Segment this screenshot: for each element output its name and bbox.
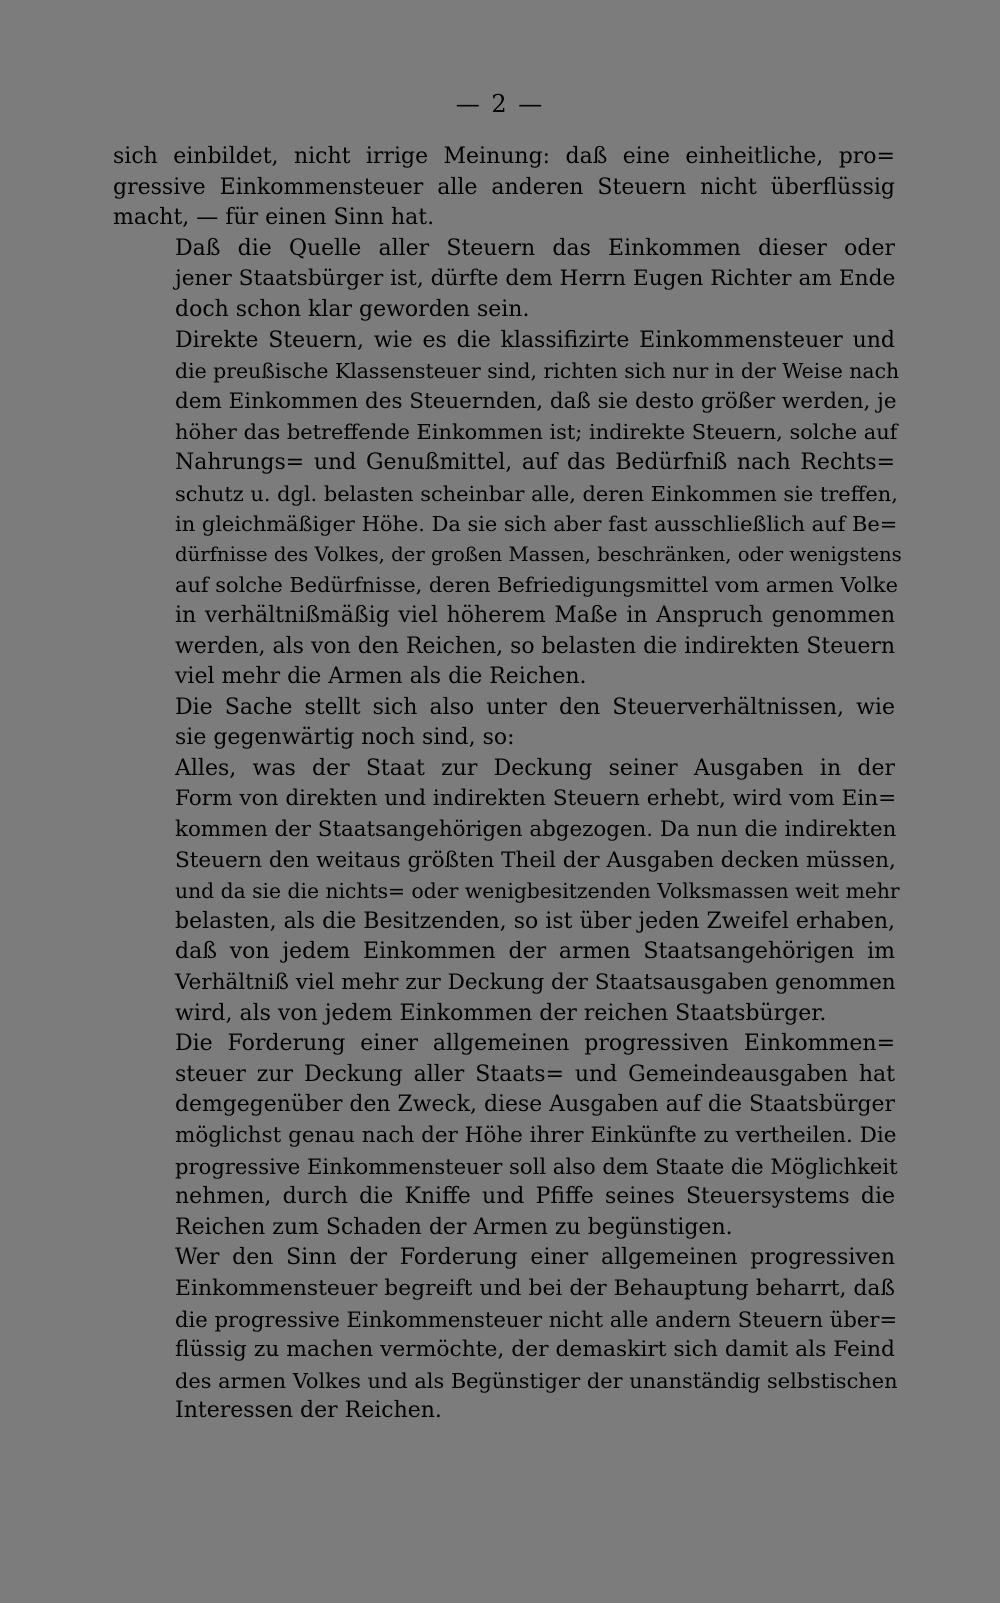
text-line: Die Sache stellt sich also unter den Steuerverhältnissen, wie <box>175 694 895 720</box>
text-line: Reichen zum Schaden der Armen zu begünstigen. <box>175 1214 733 1240</box>
text-line: die progressive Einkommensteuer nicht alle andern Steuern über= <box>175 1306 898 1332</box>
text-line: dürfnisse des Volkes, der großen Massen, beschränken, oder wenigstens <box>175 542 902 566</box>
text-line: Einkommensteuer begreift und bei der Behauptung beharrt, daß <box>175 1275 895 1301</box>
text-line: steuer zur Deckung aller Staats= und Gemeindeausgaben hat <box>175 1061 895 1087</box>
text-line: möglichst genau nach der Höhe ihrer Einkünfte zu vertheilen. Die <box>175 1123 897 1148</box>
text-line: in verhältnißmäßig viel höherem Maße in Anspruch genommen <box>175 602 895 628</box>
text-line: Interessen der Reichen. <box>175 1398 442 1424</box>
text-line: dem Einkommen des Steuernden, daß sie desto größer werden, je <box>175 388 897 414</box>
paragraph-1 <box>113 142 895 234</box>
text-line: belasten, als die Besitzenden, so ist über jeden Zweifel erhaben, <box>175 908 895 934</box>
text-line: progressive Einkommensteuer soll also dem Staate die Möglichkeit <box>175 1153 898 1179</box>
text-line: doch schon klar geworden sein. <box>175 296 530 322</box>
text-line: sich einbildet, nicht irrige Meinung: daß eine einheitliche, pro= <box>113 144 895 169</box>
text-line: demgegenüber den Zweck, diese Ausgaben auf die Staatsbürger <box>175 1092 895 1118</box>
paragraph-5 <box>113 754 900 1029</box>
text-line: Wer den Sinn der Forderung einer allgemeinen progressiven <box>175 1245 895 1271</box>
paragraph-7 <box>113 1243 898 1427</box>
text-line: höher das betreffende Einkommen ist; indirekte Steuern, solche auf <box>175 420 898 445</box>
text-line: die preußische Klassensteuer sind, richten sich nur in der Weise nach <box>175 359 900 384</box>
text-line: Steuern den weitaus größten Theil der Ausgaben decken müssen, <box>175 847 896 873</box>
text-line: macht, — für einen Sinn hat. <box>113 205 435 231</box>
text-line: kommen der Staatsangehörigen abgezogen. Da nun die indirekten <box>175 817 897 843</box>
text-line: Form von direkten und indirekten Steuern erhebt, wird vom Ein= <box>175 786 897 812</box>
text-line: des armen Volkes und als Begünstiger der unanständig selbstischen <box>175 1368 898 1393</box>
page-number: — 2 — <box>455 90 545 118</box>
text-line: Daß die Quelle aller Steuern das Einkommen dieser oder <box>175 235 895 261</box>
paragraph-2 <box>113 234 895 326</box>
text-line: viel mehr die Armen als die Reichen. <box>175 664 587 690</box>
text-line: gressive Einkommensteuer alle anderen Steuern nicht überflüssig <box>113 174 895 200</box>
paragraph-4 <box>113 693 895 754</box>
text-line: Verhältniß viel mehr zur Deckung der Staatsausgaben genommen <box>175 970 896 996</box>
text-line: jener Staatsbürger ist, dürfte dem Herrn Eugen Richter am Ende <box>175 266 896 292</box>
body-text <box>113 142 902 1427</box>
text-line: wird, als von jedem Einkommen der reichen Staatsbürger. <box>175 1000 827 1026</box>
text-line: Direkte Steuern, wie es die klassifizirte Einkommensteuer und <box>175 327 895 353</box>
paragraph-6 <box>113 1029 898 1243</box>
text-line: Nahrungs= und Genußmittel, auf das Bedürfniß nach Rechts= <box>175 449 895 475</box>
text-line: Die Forderung einer allgemeinen progressiven Einkommen= <box>175 1031 895 1057</box>
text-line: Alles, was der Staat zur Deckung seiner Ausgaben in der <box>175 755 895 781</box>
text-line: werden, als von den Reichen, so belasten die indirekten Steuern <box>175 633 895 659</box>
text-line: in gleichmäßiger Höhe. Da sie sich aber fast ausschließlich auf Be= <box>175 512 898 537</box>
text-line: daß von jedem Einkommen der armen Staatsangehörigen im <box>175 939 895 965</box>
text-line: flüssig zu machen vermöchte, der demaskirt sich damit als Feind <box>175 1337 895 1363</box>
text-line: sie gegenwärtig noch sind, so: <box>175 725 515 751</box>
text-line: nehmen, durch die Kniffe und Pfiffe seines Steuersystems die <box>175 1184 895 1210</box>
text-line: schutz u. dgl. belasten scheinbar alle, deren Einkommen sie treffen, <box>175 481 898 506</box>
text-line: auf solche Bedürfnisse, deren Befriedigungsmittel vom armen Volke <box>175 573 898 598</box>
text-line: und da sie die nichts= oder wenigbesitzenden Volksmassen weit mehr <box>175 879 900 904</box>
paragraph-3 <box>113 326 902 693</box>
